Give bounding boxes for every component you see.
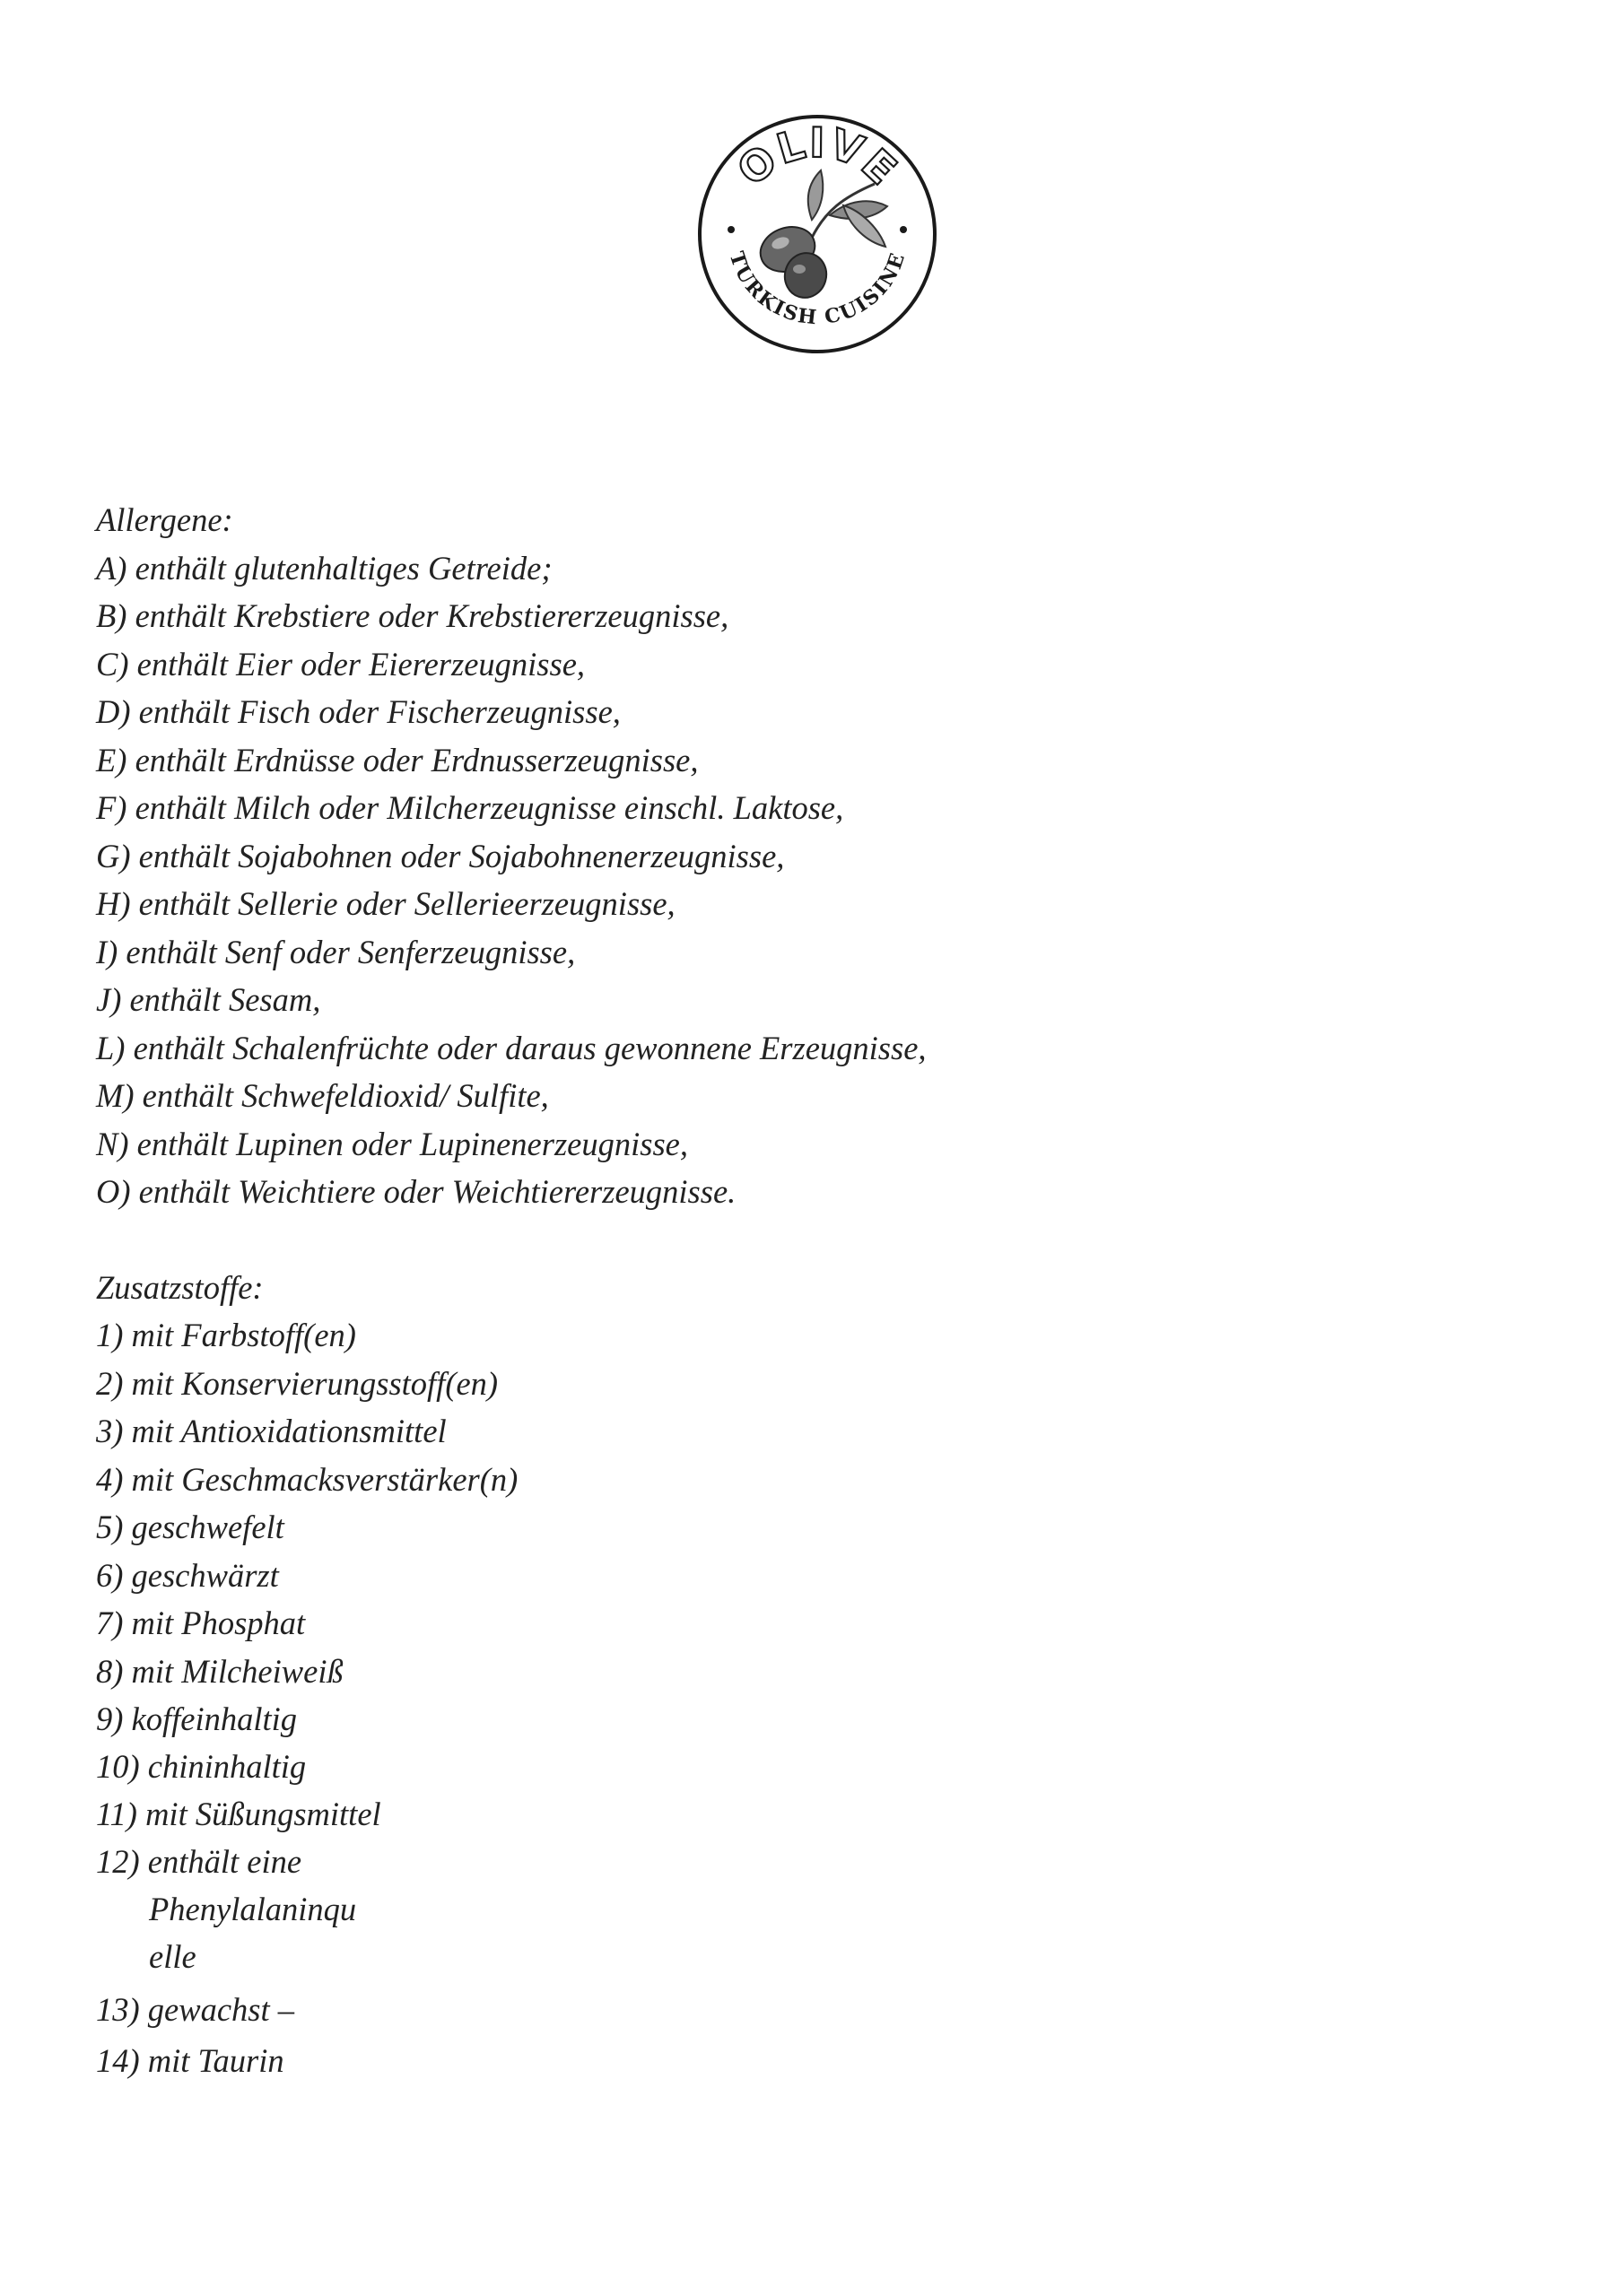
olive-logo	[695, 112, 939, 356]
allergen-item: J) enthält Sesam,	[96, 981, 321, 1018]
additive-item-12-line3: elle	[149, 1937, 196, 1975]
additive-item: 13) gewachst –	[96, 1990, 294, 2028]
additive-item: 8) mit Milcheiweiß	[96, 1652, 344, 1690]
additives-heading: Zusatzstoffe:	[96, 1268, 264, 1306]
logo-tagline: TURKISH CUISINE	[724, 248, 911, 330]
additive-item: 5) geschwefelt	[96, 1509, 284, 1545]
allergen-item: F) enthält Milch oder Milcherzeugnisse einschl. Laktose,	[96, 789, 844, 826]
olive-branch-icon	[754, 170, 887, 302]
allergen-item: I) enthält Senf oder Senferzeugnisse,	[96, 933, 576, 970]
logo-brand: OLIVE	[728, 117, 908, 196]
allergen-item: G) enthält Sojabohnen oder Sojabohnenerzeugnisse,	[96, 837, 785, 874]
additive-item: 1) mit Farbstoff(en)	[96, 1317, 356, 1353]
allergen-item: M) enthält Schwefeldioxid/ Sulfite,	[96, 1077, 549, 1114]
allergen-item: N) enthält Lupinen oder Lupinenerzeugnisse,	[96, 1125, 688, 1162]
allergen-item: A) enthält glutenhaltiges Getreide;	[96, 549, 553, 587]
additive-item: 9) koffeinhaltig	[96, 1700, 298, 1737]
allergen-item: H) enthält Sellerie oder Sellerieerzeugnisse,	[96, 885, 676, 922]
additive-item-12-line1: 12) enthält eine	[96, 1842, 302, 1880]
allergen-item: C) enthält Eier oder Eiererzeugnisse,	[96, 645, 586, 683]
additive-item: 3) mit Antioxidationsmittel	[96, 1413, 447, 1449]
additive-item: 11) mit Süßungsmittel	[96, 1795, 381, 1832]
allergen-item: B) enthält Krebstiere oder Krebstiererzeugnisse,	[96, 597, 729, 634]
allergens-heading: Allergene:	[96, 501, 233, 538]
allergen-item: O) enthält Weichtiere oder Weichtiererzeugnisse.	[96, 1173, 737, 1210]
additive-item: 2) mit Konservierungsstoff(en)	[96, 1364, 499, 1402]
additive-item: 4) mit Geschmacksverstärker(n)	[96, 1460, 519, 1498]
allergen-item: E) enthält Erdnüsse oder Erdnusserzeugnisse,	[96, 741, 699, 778]
additive-item: 7) mit Phosphat	[96, 1605, 306, 1641]
additive-item: 6) geschwärzt	[96, 1556, 279, 1594]
allergen-item: D) enthält Fisch oder Fischerzeugnisse,	[96, 693, 621, 730]
additive-item: 14) mit Taurin	[96, 2041, 284, 2079]
additive-item: 10) chininhaltig	[96, 1747, 307, 1785]
allergen-legend	[96, 496, 1531, 2085]
additive-item-12-line2: Phenylalaninqu	[149, 1890, 357, 1927]
section-spacer	[96, 1216, 1531, 1264]
allergen-item: L) enthält Schalenfrüchte oder daraus gewonnene Erzeugnisse,	[96, 1029, 927, 1066]
